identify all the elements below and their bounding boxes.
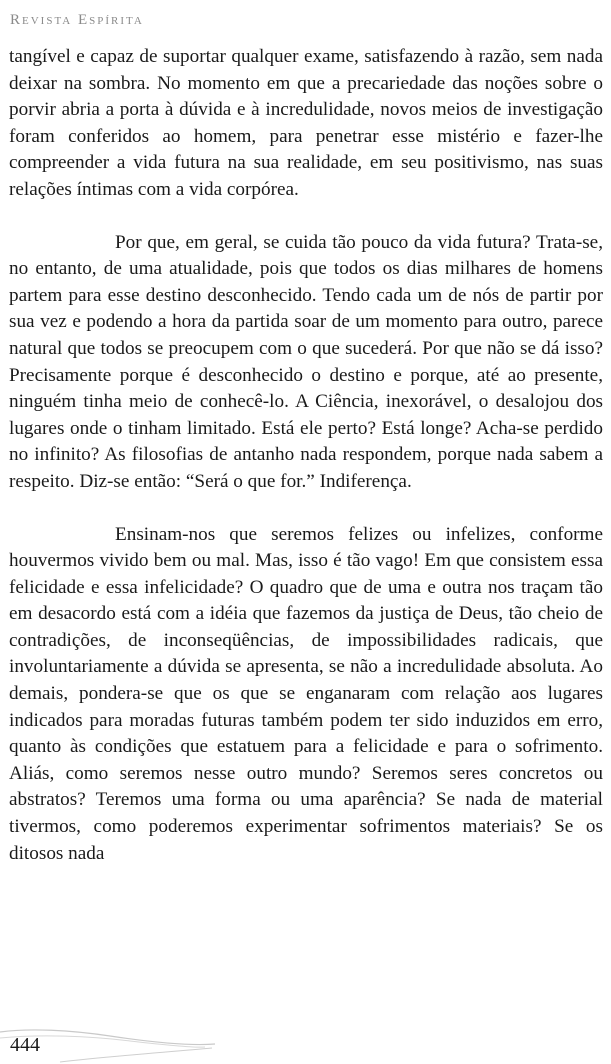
running-header: Revista Espírita xyxy=(10,12,144,28)
paragraph-continuation: tangível e capaz de suportar qualquer exame, satisfazendo à razão, sem nada deixar na sombra. No momento em que a precariedade das noções sobre o porvir abria a porta à dúvida e à incredulidade, novos meios de investigação foram conferidos ao homem, para penetrar esse mistério e fazer-lhe compreender a vida futura na sua realidade, em seu positivismo, nas suas relações íntimas com a vida corpórea. xyxy=(9,46,603,200)
article-body xyxy=(9,44,603,867)
page-number: 444 xyxy=(10,1034,40,1056)
page-footer xyxy=(0,1026,260,1064)
paragraph-vida-futura: Por que, em geral, se cuida tão pouco da vida futura? Trata-se, no entanto, de uma atualidade, pois que todos os dias milhares de homens partem para esse destino desconhecido. Tendo cada um de nós de partir por sua vez e podendo a hora da partida soar de um momento para outro, parece natural que todos se preocupem com o que sucederá. Por que não se dá isso? Precisamente porque é desconhecido o destino e porque, até ao presente, ninguém tinha meio de conhecê-lo. A Ciência, inexorável, o desalojou dos lugares onde o tinham limitado. Está ele perto? Está longe? Acha-se perdido no infinito? As filosofias de antanho nada respondem, porque nada sabem a respeito. Diz-se então: “Será o que for.” Indiferença. xyxy=(9,231,603,492)
paragraph-felicidade: Ensinam-nos que seremos felizes ou infelizes, conforme houvermos vivido bem ou mal. Mas, isso é tão vago! Em que consistem essa felicidade e essa infelicidade? O quadro que de uma e outra nos traçam tão em desacordo está com a idéia que fazemos da justiça de Deus, tão cheio de contradições, de inconseqüências, de impossibilidades radicais, que involuntariamente a dúvida se apresenta, se não a incredulidade absoluta. Ao demais, pondera-se que os que se enganaram com relação aos lugares indicados para moradas futuras também podem ter sido induzidos em erro, quanto às condições que estatuem para a felicidade e para o sofrimento. Aliás, como seremos nesse outro mundo? Seremos seres concretos ou abstratos? Teremos uma forma ou uma aparência? Se nada de material tivermos, como poderemos experimentar sofrimentos materiais? Se os ditosos nada xyxy=(9,523,603,864)
